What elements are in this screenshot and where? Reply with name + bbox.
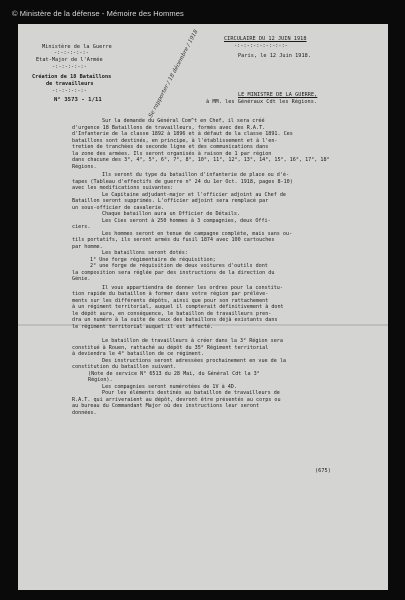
page-number: (675) [315,468,331,474]
watermark-text: © Ministère de la défense - Mémoire des Hommes [12,9,184,18]
body-line: avec les modifications suivantes: [72,185,174,191]
recipients: à MM. les Généraux Cdt les Régions. [206,99,318,105]
body-line: ciers. [72,224,91,230]
body-line: la composition sera réglée par des instructions de la direction du [72,269,275,276]
header-dots-1: -:-:-:-:-:- [54,50,89,56]
body-line: par homme. [72,243,103,250]
header-dots-3: -:-:-:-:-:- [52,88,87,94]
body-line: au bureau du Commandant Major où des instructions leur seront [72,403,260,409]
body-line: Chaque bataillon aura un Officier de Détails. [102,211,241,217]
body-line: Les hommes seront en tenue de campagne complète, mais sans ou- [102,230,293,237]
header-dots-2: -:-:-:-:-:- [52,64,87,70]
body-line: constitué à Rouen, rattaché au dépôt du 35° Régiment territorial [72,344,269,351]
header-title-line2: de travailleurs [46,81,94,87]
body-line: dans chacune des 3°, 4°, 5°, 6°, 7°, 8°, 10°, 11°, 12°, 13°, 14°, 15°, 16°, 17°, 18° [72,157,330,163]
body-line: le régiment territorial auquel il est affecté. [72,323,214,330]
body-line: Pour les éléments destinés au bataillon de travailleurs de [102,390,280,396]
body-line: d'urgence 18 Bataillons de travailleurs, formés avec des R.A.T. [72,124,266,131]
body-line: 2° une forge de réquisition de deux voitures d'outils dont [90,263,268,269]
body-line: d'Infanterie de la classe 1892 à 1896 et à défaut de la classe 1891. Ces [72,131,293,137]
header-staff: Etat-Major de l'Armée [36,57,103,63]
body-line: tion rapide du bataillon à former dans votre région par prélève- [72,291,269,297]
body-line: Le bataillon de travailleurs à créer dans la 3° Région sera [102,338,283,344]
body-line: Région). [88,377,113,383]
body-line: Génie. [72,276,91,282]
body-line: Des instructions seront adressées prochainement en vue de la [102,357,287,364]
body-line: R.A.T. qui arriveraient au dépôt, devront être présentés au corps ou [72,396,281,403]
body-line: Les bataillons seront dotés: [102,250,188,256]
body-line: données. [72,409,97,416]
body-line: Il vous appartiendra de donner les ordres pour la constitu- [102,284,283,291]
sender-minister: LE MINISTRE DE LA GUERRE, [238,92,318,98]
body-line: le dépôt aura, en conséquence, le bataillon de travailleurs pren- [72,310,272,317]
body-line: 1° Une forge régimentaire de réquisition; [90,256,216,263]
document-page [18,24,388,590]
body-line: Sur la demande du Général Com^t en Chef, il sera créé [102,118,265,124]
body-line: dra un numéro à la suite de ceux des bataillons déjà existants dans [72,317,278,323]
body-line: Le Capitaine adjudant-major et l'officier adjoint au Chef de [102,191,287,198]
handwritten-note: Se rapporter / 18 décembre / 1918 [148,28,200,119]
circular-dots: -:-:-:-:-:-:-:-:- [234,43,288,49]
reference-number: N° 3573 - 1/11 [54,97,102,103]
header-ministry: Ministère de la Guerre [42,44,112,50]
body-line: Les Cies seront à 250 hommes à 3 compagnies, deux Offi- [102,217,271,224]
body-line: ments sur les différents dépôts, ainsi que pour son rattachement [72,297,269,304]
body-line: tapes (Tableau d'effectifs de guerre n° 24 du 1er Oct. 1918, pages 8-10) [72,178,293,185]
circular-title: CIRCULAIRE DU 12 JUIN 1918 [224,36,307,42]
body-line: Bataillon seront supprimés. L'officier adjoint sera remplacé par [72,198,269,204]
body-line: bataillons sont destinés, en principe, à l'établissement et à l'en- [72,137,278,144]
body-line: à un régiment territorial, auquel il compterait définitivement à dont [72,304,284,310]
body-line: à deviendra le 4° bataillon de ce régiment. [72,351,204,357]
body-line: tils portatifs, ils seront armés du fusil 1874 avec 100 cartouches [72,237,275,243]
body-line: Ils seront du type du bataillon d'infanterie de place ou d'é- [102,172,290,178]
body-line: Les compagnies seront numérotées de 1V à 4D. [102,383,237,390]
body-line: Régions. [72,163,97,170]
body-line: (Note de service N° 6513 du 28 Mai, du Général Cdt la 3° [88,370,260,377]
body-line: un sous-officier de cavalerie. [72,204,165,211]
body-line: tretien de tranchées de seconde ligne et des communications dans [72,144,269,150]
place-date: Paris, le 12 Juin 1918. [238,53,311,59]
body-line: la zone des armées. Ils seront organisés à raison de 1 par région [72,150,272,157]
header-title-line1: Création de 18 Bataillons [32,74,112,80]
body-line: constitution du bataillon suivant. [72,364,177,370]
